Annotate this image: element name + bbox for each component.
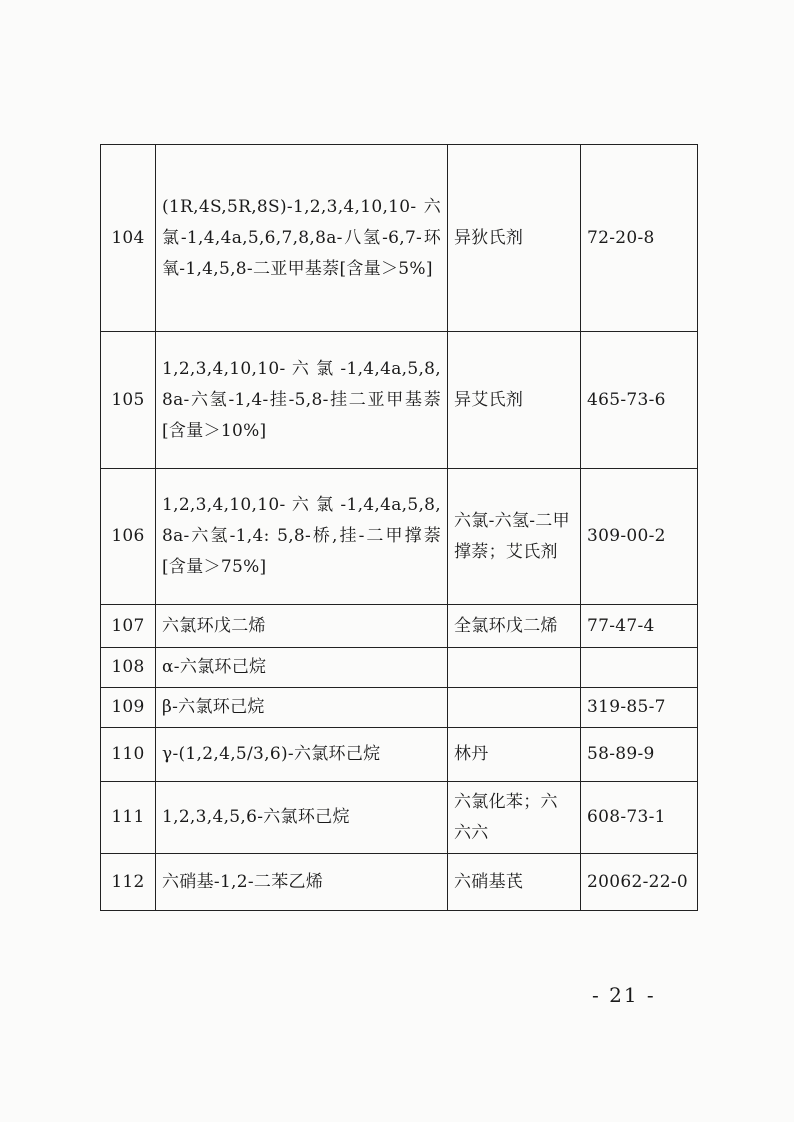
page-number: - 21 - — [592, 983, 656, 1007]
chemical-alias: 六硝基芪 — [448, 854, 581, 911]
table-row — [101, 648, 698, 688]
cas-number — [581, 648, 698, 688]
cas-number: 309-00-2 — [581, 469, 698, 605]
row-number: 104 — [101, 145, 156, 332]
row-number: 108 — [101, 648, 156, 688]
chemical-name: β-六氯环己烷 — [156, 688, 448, 728]
cas-number: 72-20-8 — [581, 145, 698, 332]
row-number: 109 — [101, 688, 156, 728]
table-row — [101, 728, 698, 782]
row-number: 111 — [101, 782, 156, 854]
row-number: 106 — [101, 469, 156, 605]
cas-number: 58-89-9 — [581, 728, 698, 782]
table-row — [101, 854, 698, 911]
table-row — [101, 605, 698, 648]
cas-number: 608-73-1 — [581, 782, 698, 854]
table-row — [101, 145, 698, 332]
table-row — [101, 469, 698, 605]
cas-number: 319-85-7 — [581, 688, 698, 728]
table-row — [101, 332, 698, 469]
chemical-name: 六氯环戊二烯 — [156, 605, 448, 648]
row-number: 110 — [101, 728, 156, 782]
row-number: 105 — [101, 332, 156, 469]
chemical-name: (1R,4S,5R,8S)-1,2,3,4,10,10-六氯-1,4,4a,5,6,7,8,8a-八氢-6,7-环氧-1,4,5,8-二亚甲基萘[含量＞5%] — [156, 145, 448, 332]
chemical-alias: 全氯环戊二烯 — [448, 605, 581, 648]
cas-number: 465-73-6 — [581, 332, 698, 469]
chemical-table — [100, 144, 698, 911]
chemical-alias — [448, 688, 581, 728]
chemical-alias — [448, 648, 581, 688]
chemical-name: 1,2,3,4,5,6-六氯环己烷 — [156, 782, 448, 854]
chemical-alias: 林丹 — [448, 728, 581, 782]
chemical-name: 1,2,3,4,10,10- 六 氯 -1,4,4a,5,8,8a-六氢-1,4-挂-5,8-挂二亚甲基萘[含量＞10%] — [156, 332, 448, 469]
chemical-name: 六硝基-1,2-二苯乙烯 — [156, 854, 448, 911]
chemical-alias: 异狄氏剂 — [448, 145, 581, 332]
chemical-alias: 六氯-六氢-二甲撑萘；艾氏剂 — [448, 469, 581, 605]
table-row — [101, 782, 698, 854]
cas-number: 77-47-4 — [581, 605, 698, 648]
row-number: 112 — [101, 854, 156, 911]
chemical-alias: 六氯化苯；六六六 — [448, 782, 581, 854]
chemical-name: γ-(1,2,4,5/3,6)-六氯环己烷 — [156, 728, 448, 782]
chemical-alias: 异艾氏剂 — [448, 332, 581, 469]
chemical-name: α-六氯环己烷 — [156, 648, 448, 688]
cas-number: 20062-22-0 — [581, 854, 698, 911]
row-number: 107 — [101, 605, 156, 648]
chemical-name: 1,2,3,4,10,10- 六 氯 -1,4,4a,5,8,8a-六氢-1,4: 5,8-桥,挂-二甲撑萘[含量＞75%] — [156, 469, 448, 605]
table-row — [101, 688, 698, 728]
